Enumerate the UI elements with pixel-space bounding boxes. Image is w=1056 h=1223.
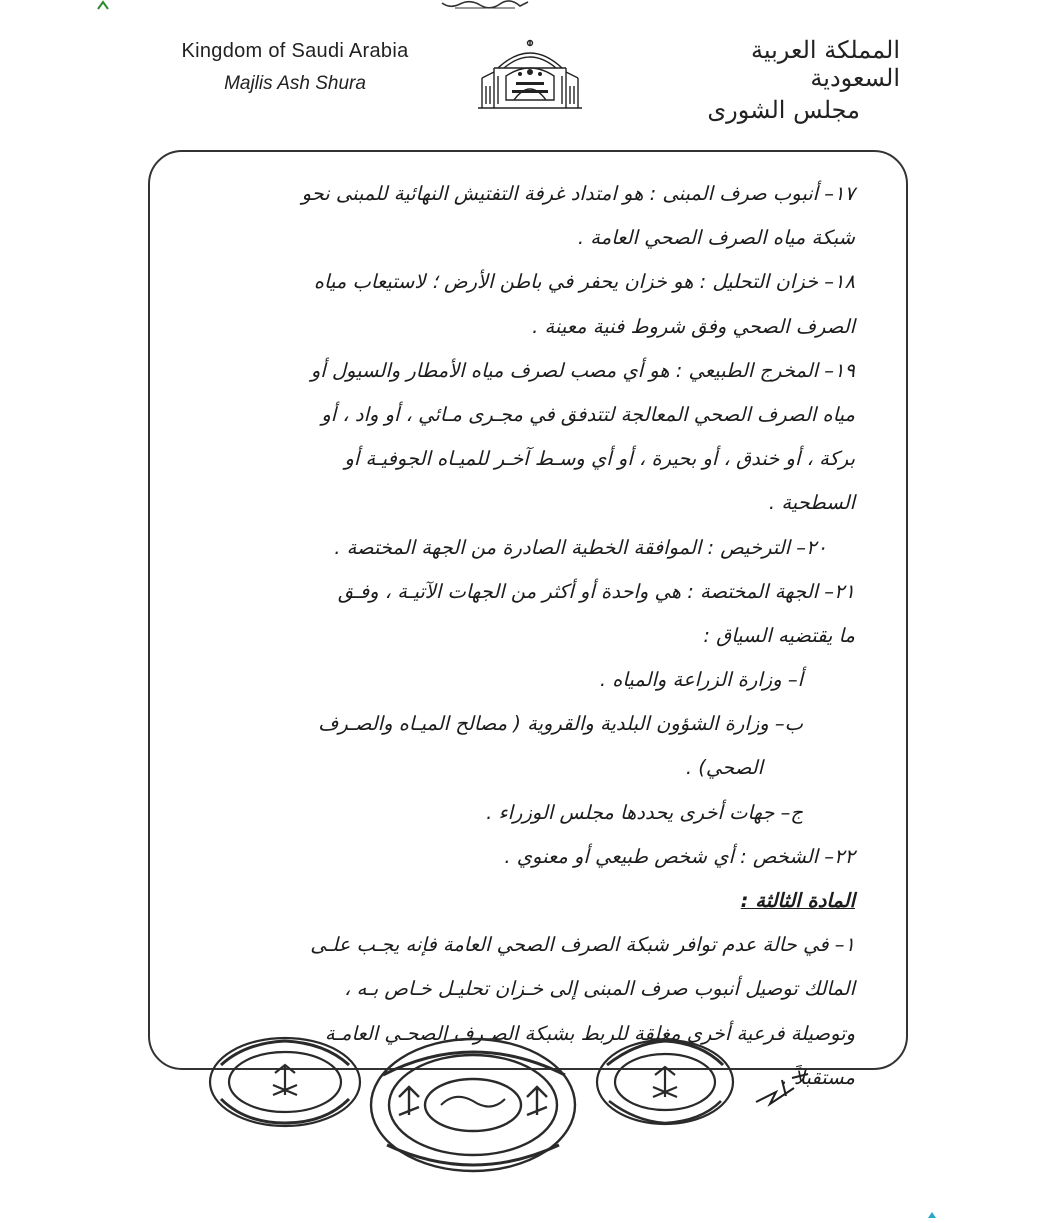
arabic-letterhead (660, 36, 900, 124)
initials-signature-icon (752, 1070, 812, 1110)
majlis-ash-shura-emblem-icon (476, 38, 584, 110)
article-heading: المادة الثالثة : (740, 889, 855, 912)
shura-council-seal-icon (597, 1040, 733, 1124)
body-line: المالك توصيل أنبوب صرف المبنى إلى خـزان تحليـل خـاص بـه ، (344, 977, 855, 1001)
body-line: السطحية . (768, 491, 855, 515)
body-line: وتوصيلة فرعية أخرى مغلقة للربط بشبكة الصـرف الصحـي العامـة (324, 1021, 855, 1045)
list-item-b: ب– وزارة الشؤون البلدية والقروية ( مصالح الميـاه والصـرف (318, 712, 803, 736)
body-line: ١– في حالة عدم توافر شبكة الصرف الصحي العامة فإنه يجـب علـى (310, 933, 855, 957)
official-seals (205, 1025, 855, 1205)
council-name-english: Majlis Ash Shura (224, 73, 366, 94)
green-corner-mark-icon (96, 0, 110, 10)
body-line: الصرف الصحي وفق شروط فنية معينة . (532, 314, 855, 338)
body-line: ١٩– المخرج الطبيعي : هو أي مصب لصرف مياه الأمطار والسيول أو (310, 358, 855, 382)
body-line: ١٧– أنبوب صرف المبنى : هو امتداد غرفة التفتيش النهائية للمبنى نحو (301, 182, 855, 205)
body-line: ٢٠– الترخيص : الموافقة الخطية الصادرة من الجهة المختصة . (334, 535, 827, 559)
council-name-arabic: مجلس الشورى (707, 96, 860, 124)
body-line: مياه الصرف الصحي المعالجة لتتدفق في مجـرى مـائي ، أو واد ، أو (321, 402, 855, 426)
body-line: مستقبلاً . (781, 1065, 855, 1089)
body-line: ما يقتضيه السياق : (703, 623, 855, 647)
body-line: ٢٢– الشخص : أي شخص طبيعي أو معنوي . (504, 844, 855, 868)
body-line: ١٨– خزان التحليل : هو خزان يحفر في باطن الأرض ؛ لاستيعاب مياه (313, 270, 855, 294)
list-item-b-continued: الصحي) . (685, 756, 763, 780)
document-body (205, 172, 855, 1100)
kingdom-name-arabic: المملكة العربية السعودية (750, 36, 900, 92)
body-line: ٢١– الجهة المختصة : هي واحدة أو أكثر من الجهات الآتيـة ، وفـق (337, 579, 855, 603)
list-item-a: أ– وزارة الزراعة والمياه . (599, 668, 803, 692)
english-letterhead (160, 40, 430, 95)
ministry-seal-icon (210, 1038, 360, 1126)
body-line: بركة ، أو خندق ، أو بحيرة ، أو أي وسـط آخـر للميـاه الجوفيـة أو (344, 447, 855, 471)
basmala-fragment-icon (440, 0, 530, 10)
council-of-ministers-seal-icon (371, 1039, 575, 1171)
cyan-corner-mark-icon (928, 1212, 936, 1218)
kingdom-name-english: Kingdom of Saudi Arabia (181, 40, 409, 62)
list-item-c: ج– جهات أخرى يحددها مجلس الوزراء . (486, 800, 803, 824)
body-line: شبكة مياه الصرف الصحي العامة . (577, 226, 855, 250)
